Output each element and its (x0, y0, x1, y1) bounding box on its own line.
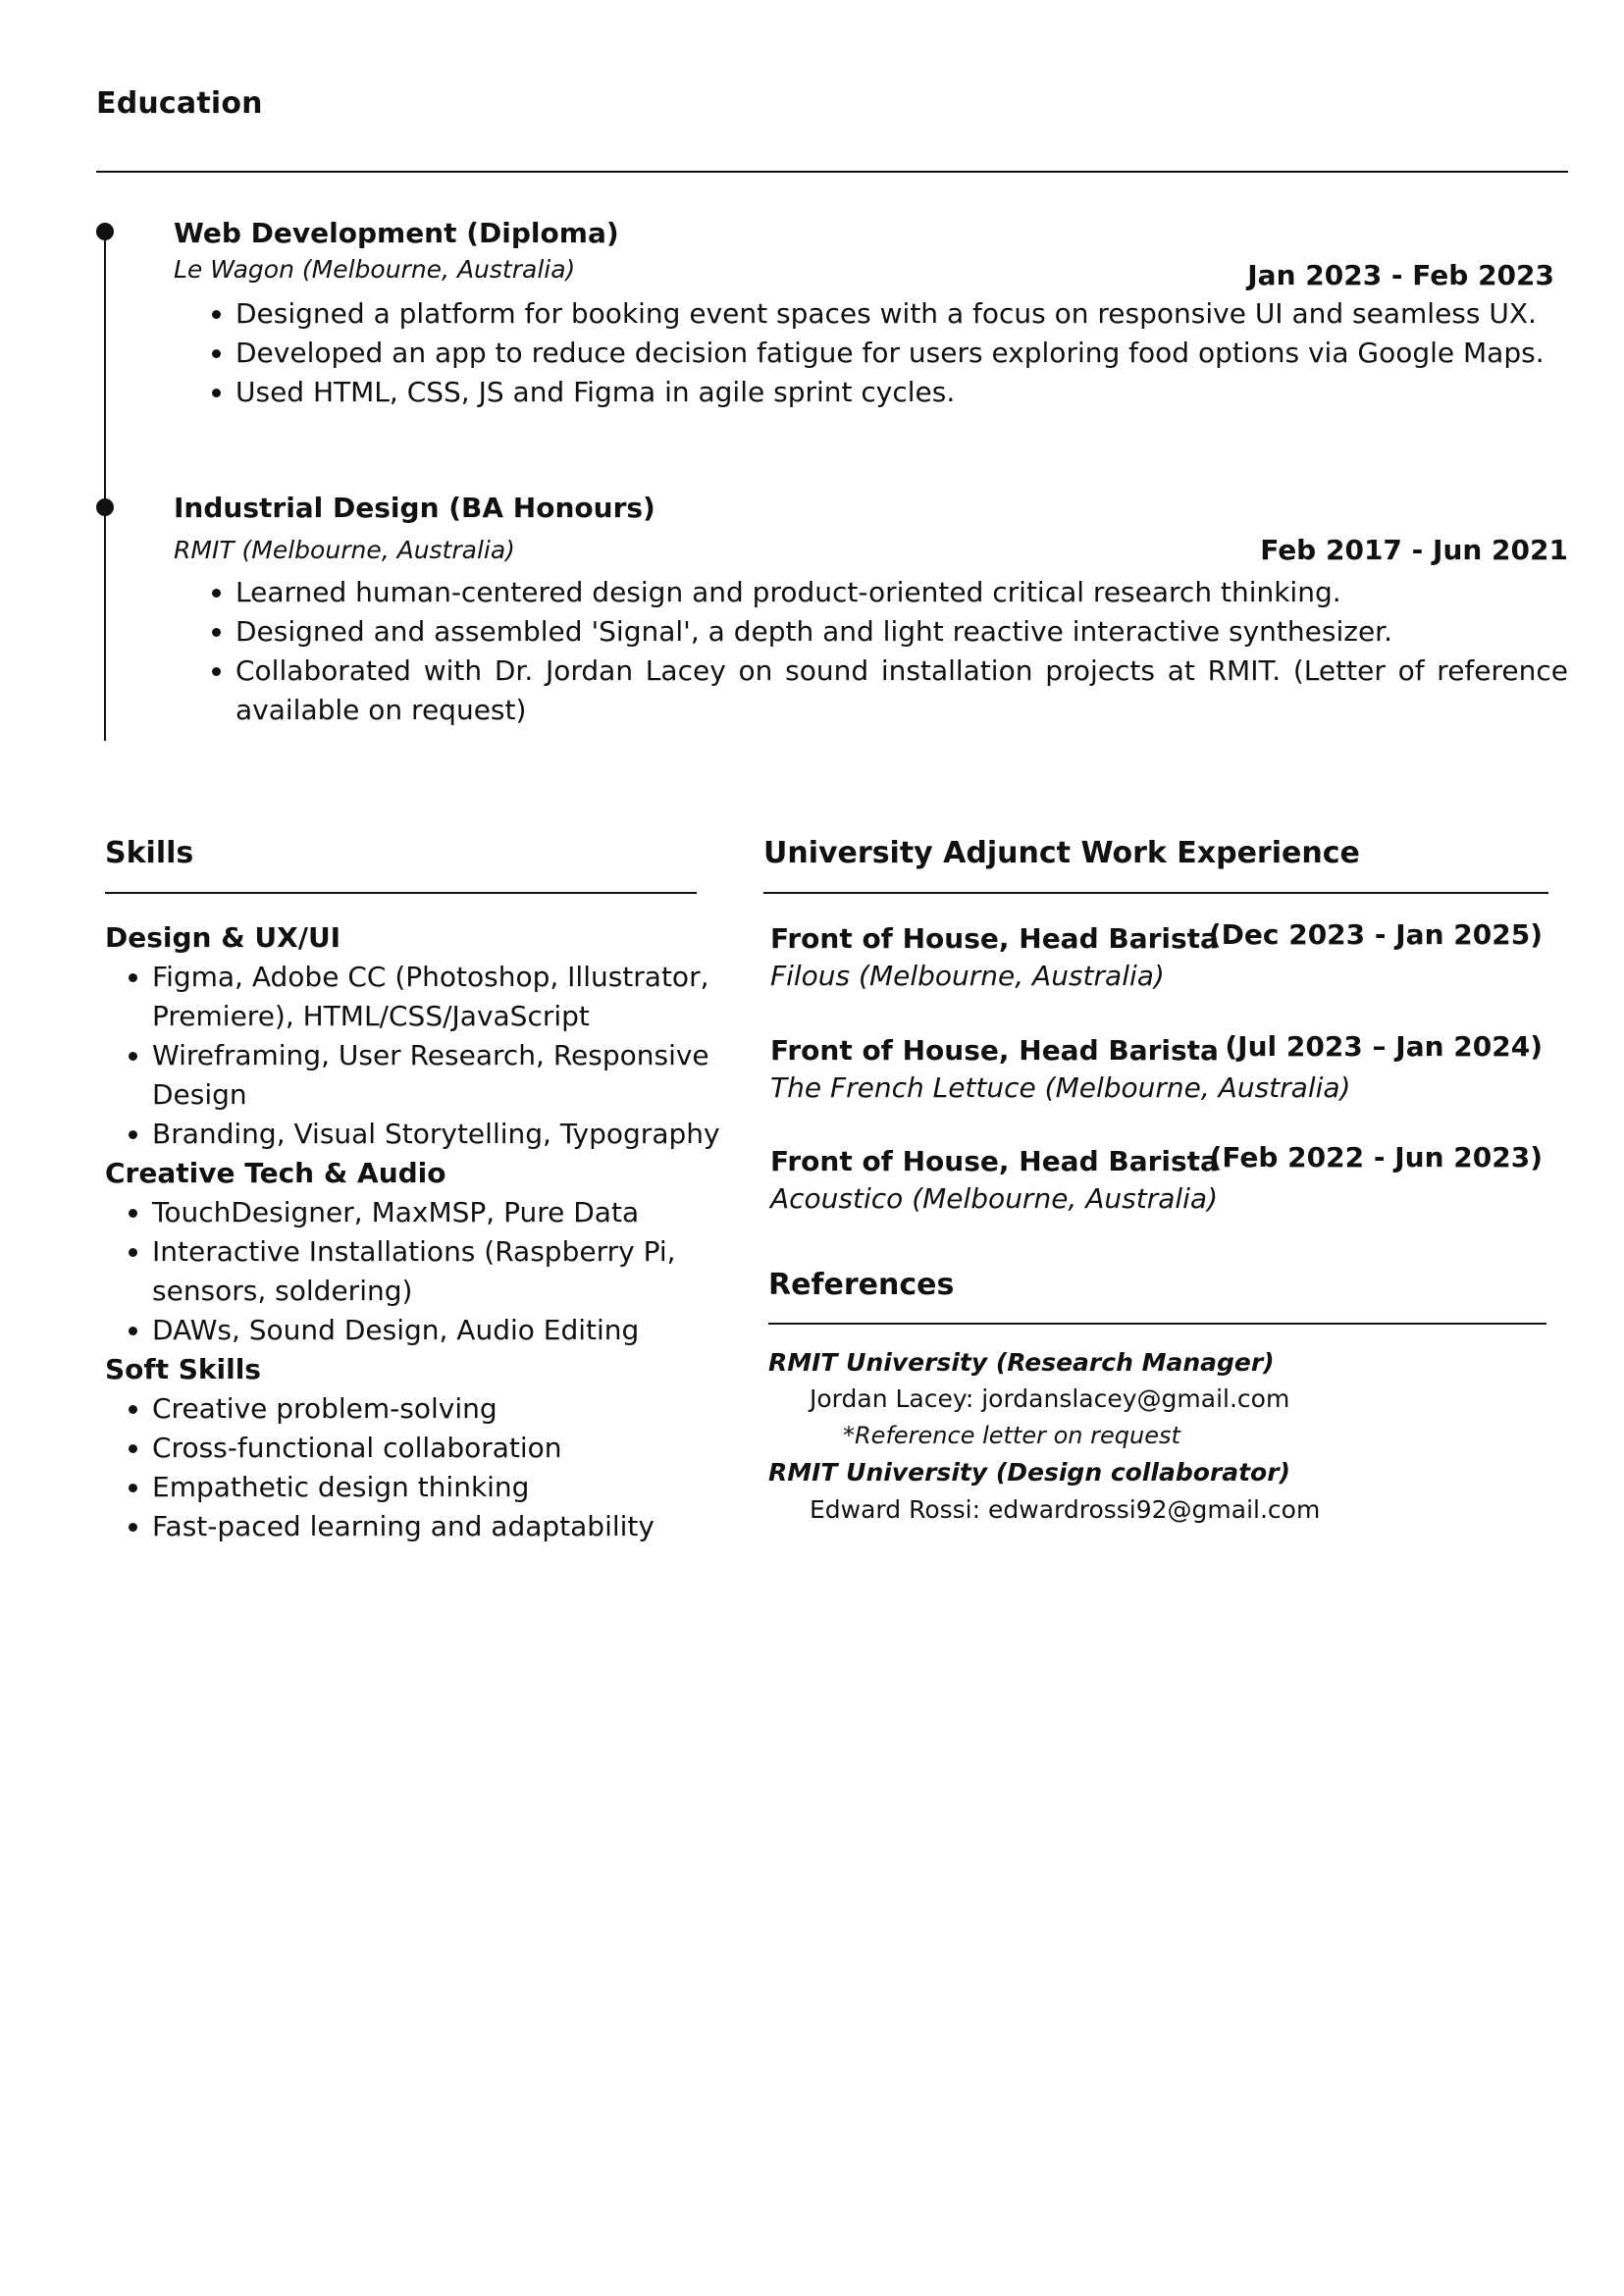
job-place: The French Lettuce (Melbourne, Australia) (770, 1071, 1351, 1104)
education-timeline (104, 231, 106, 741)
work-divider (763, 892, 1548, 894)
education-meta (174, 528, 1568, 573)
skill-items (105, 1193, 743, 1350)
job-title: Front of House, Head Barista (770, 922, 1219, 955)
skill-item: • Wireframing, User Research, Responsive Design (152, 1036, 743, 1115)
skill-item: • Branding, Visual Storytelling, Typography (152, 1115, 743, 1154)
job-place: Filous (Melbourne, Australia) (770, 960, 1165, 992)
education-bullets (174, 294, 1568, 412)
job-place: Acoustico (Melbourne, Australia) (770, 1182, 1218, 1215)
job-dates: (Feb 2022 - Jun 2023) (1209, 1141, 1543, 1174)
education-entry (174, 489, 1568, 730)
work-entry (770, 918, 1550, 1001)
job-title: Front of House, Head Barista (770, 1145, 1219, 1177)
education-bullet: • Developed an app to reduce decision fatigue for users exploring food options via Google Maps. (236, 334, 1568, 373)
skill-items (105, 958, 743, 1154)
timeline-dot-icon (96, 498, 114, 516)
job-title: Front of House, Head Barista (770, 1034, 1219, 1067)
skill-item: • TouchDesigner, MaxMSP, Pure Data (152, 1193, 743, 1232)
skill-category: Creative Tech & Audio (105, 1157, 446, 1189)
skill-item: • Empathetic design thinking (152, 1468, 743, 1507)
education-dates: Jan 2023 - Feb 2023 (1247, 259, 1554, 291)
skill-item: • Cross-functional collaboration (152, 1429, 743, 1468)
reference-contact: Edward Rossi: edwardrossi92@gmail.com (810, 1495, 1321, 1524)
education-school: Le Wagon (Melbourne, Australia) (174, 255, 576, 284)
skill-item: • Figma, Adobe CC (Photoshop, Illustrator, Premiere), HTML/CSS/JavaScript (152, 958, 743, 1036)
skill-items (105, 1389, 743, 1546)
education-degree: Web Development (Diploma) (174, 217, 619, 249)
reference-contact: Jordan Lacey: jordanslacey@gmail.com (810, 1384, 1290, 1413)
skill-item: • Creative problem-solving (152, 1389, 743, 1429)
education-bullet: • Used HTML, CSS, JS and Figma in agile sprint cycles. (236, 373, 1568, 412)
education-bullet: • Designed and assembled 'Signal', a depth and light reactive interactive synthesizer. (236, 612, 1568, 652)
education-degree: Industrial Design (BA Honours) (174, 492, 655, 524)
education-heading: Education (96, 86, 263, 121)
reference-note: *Reference letter on request (843, 1422, 1180, 1449)
skill-item: • Fast-paced learning and adaptability (152, 1507, 743, 1546)
education-entry (174, 214, 1568, 412)
work-heading: University Adjunct Work Experience (763, 836, 1360, 870)
skills-heading: Skills (105, 836, 194, 870)
education-dates: Feb 2017 - Jun 2021 (1260, 534, 1568, 566)
references-heading: References (768, 1268, 955, 1302)
skills-divider (105, 892, 697, 894)
skill-category: Design & UX/UI (105, 921, 341, 954)
reference-org: RMIT University (Research Manager) (768, 1348, 1275, 1377)
education-divider (96, 171, 1568, 173)
skill-item: • DAWs, Sound Design, Audio Editing (152, 1311, 743, 1350)
education-bullet: • Learned human-centered design and product-oriented critical research thinking. (236, 573, 1568, 612)
work-entry (770, 1030, 1550, 1113)
job-dates: (Dec 2023 - Jan 2025) (1208, 918, 1543, 951)
job-dates: (Jul 2023 – Jan 2024) (1225, 1030, 1543, 1063)
skills-list (105, 918, 743, 1546)
skill-category: Soft Skills (105, 1353, 261, 1385)
education-bullets (174, 573, 1568, 730)
references-divider (768, 1323, 1546, 1325)
education-bullet: • Designed a platform for booking event spaces with a focus on responsive UI and seamless UX. (236, 294, 1568, 334)
reference-org: RMIT University (Design collaborator) (768, 1458, 1290, 1487)
work-entry (770, 1141, 1550, 1224)
education-school: RMIT (Melbourne, Australia) (174, 536, 515, 564)
education-bullet: • Collaborated with Dr. Jordan Lacey on sound installation projects at RMIT. (Letter of reference available on request) (236, 652, 1568, 730)
education-meta (174, 253, 1568, 292)
timeline-dot-icon (96, 223, 114, 240)
skill-item: • Interactive Installations (Raspberry Pi, sensors, soldering) (152, 1232, 743, 1311)
